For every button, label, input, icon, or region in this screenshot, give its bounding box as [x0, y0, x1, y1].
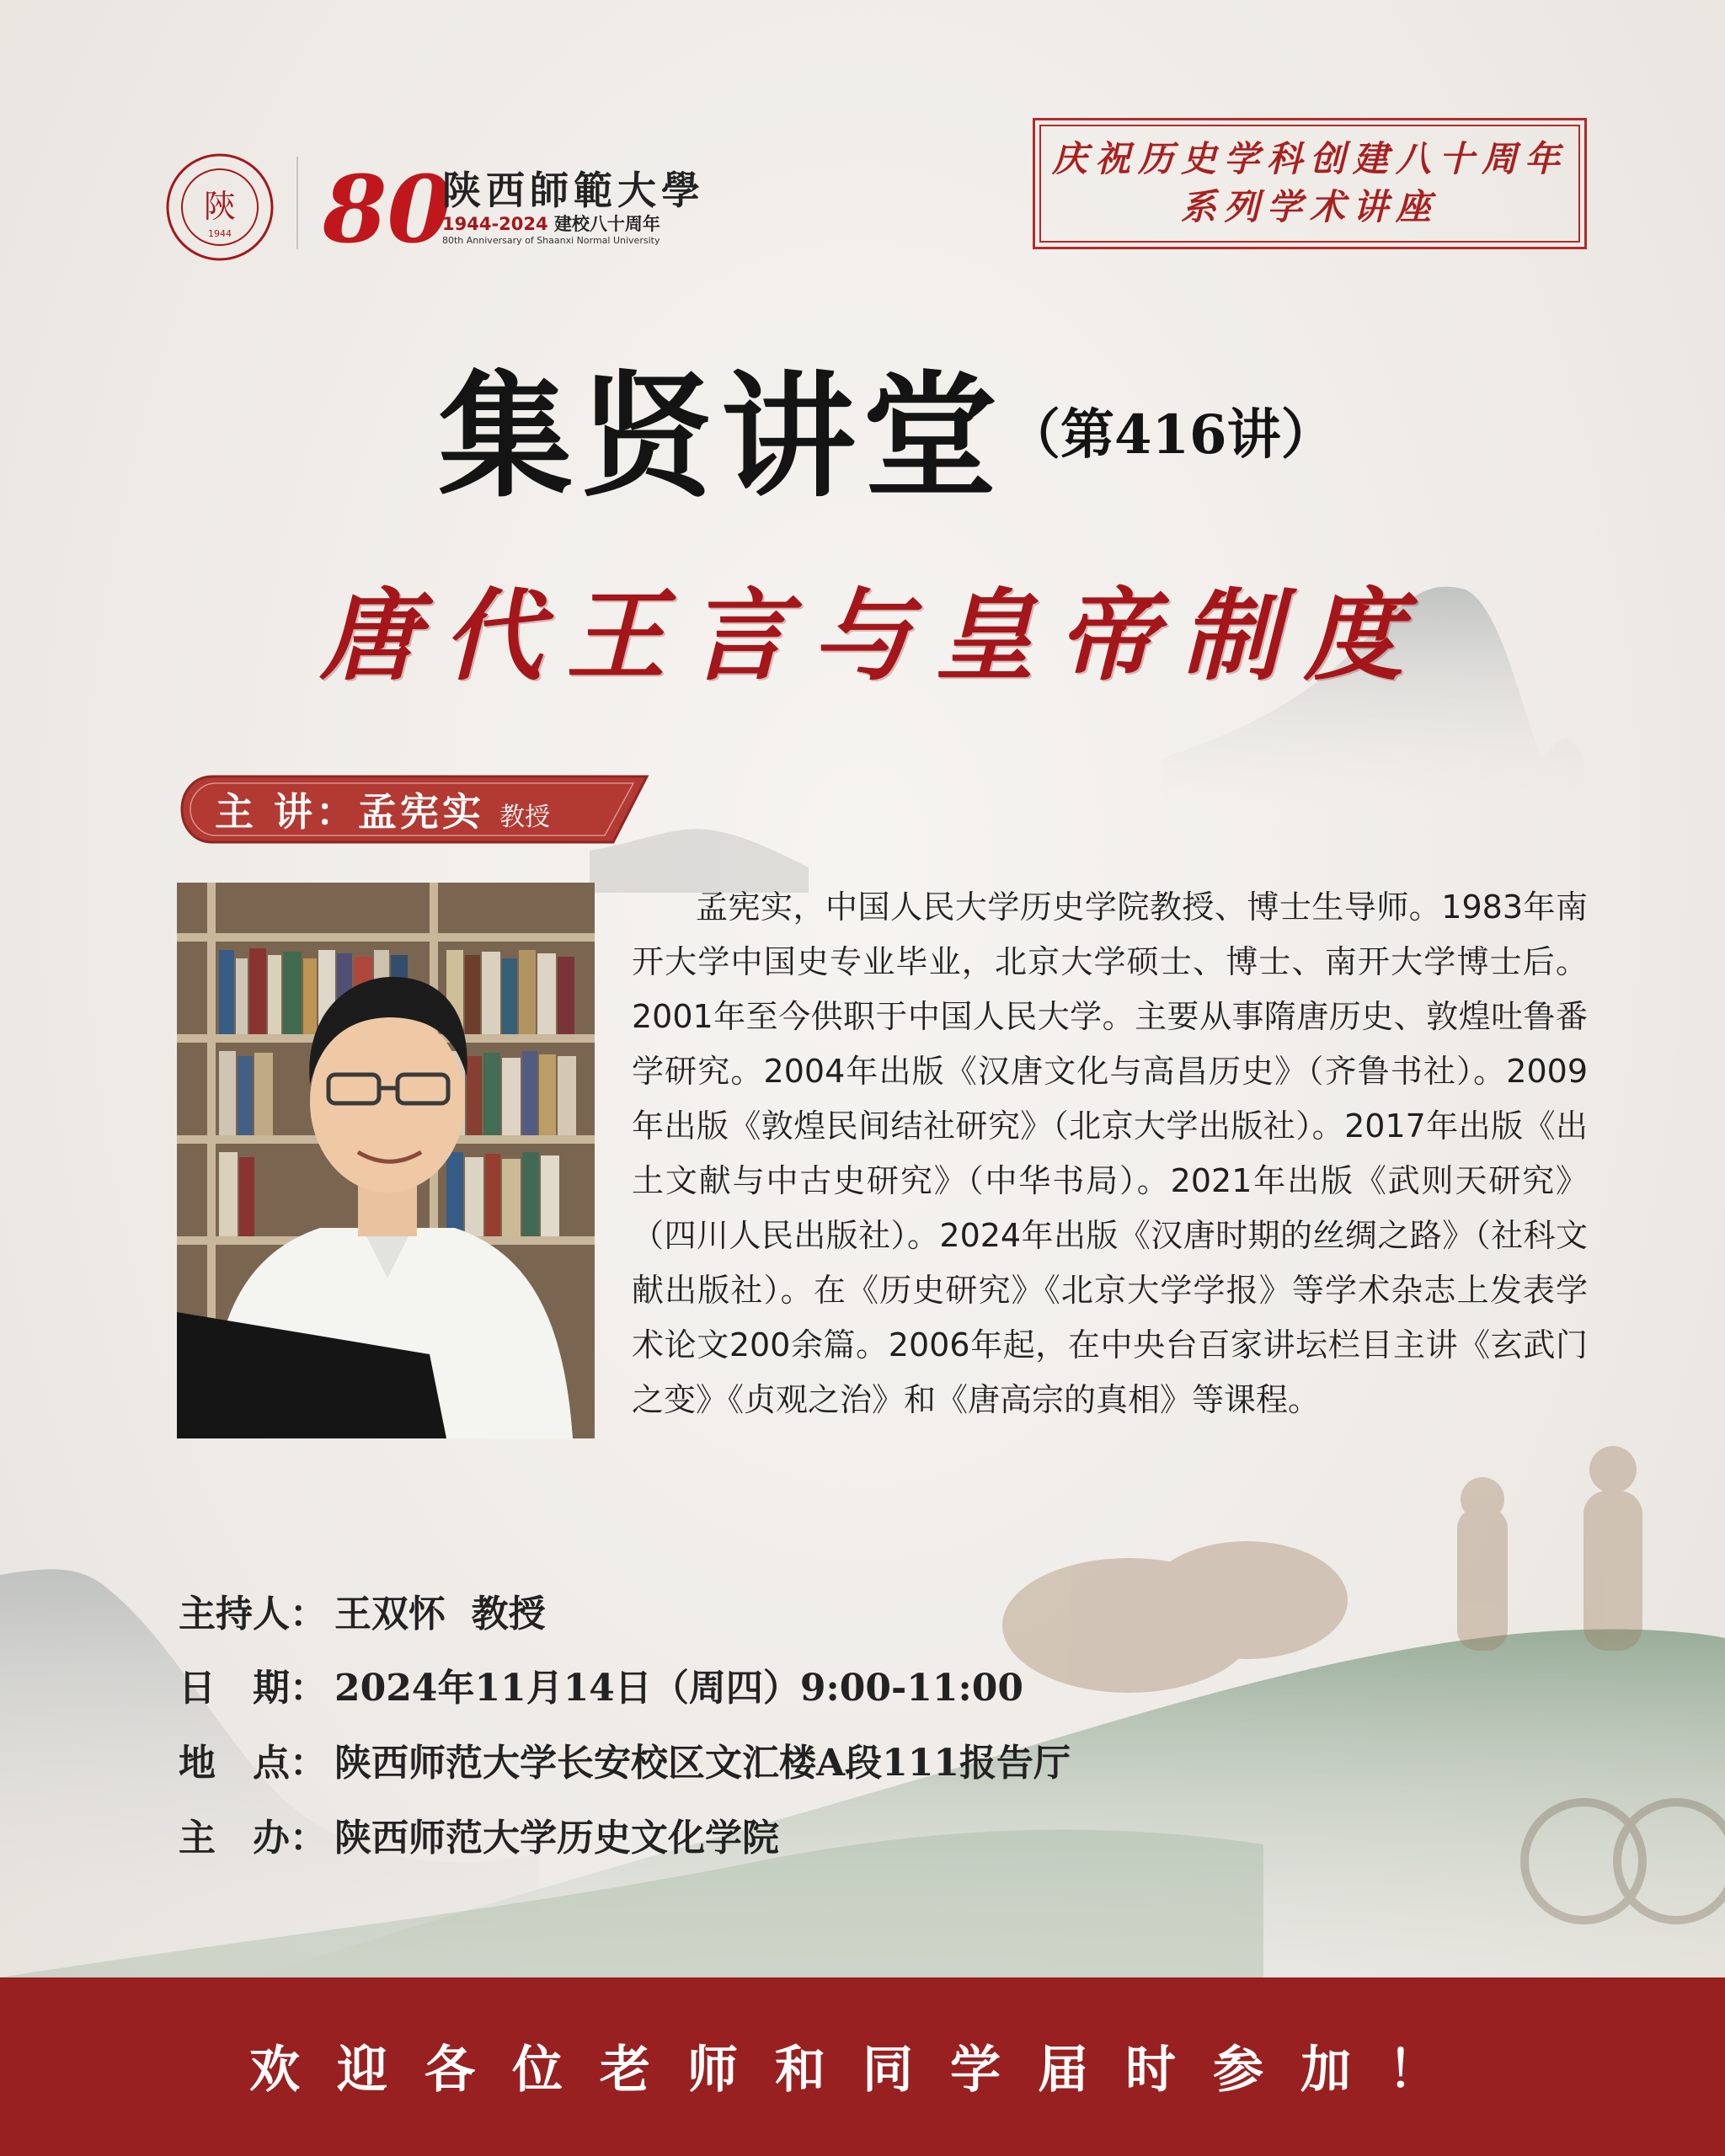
- speaker-title: 教授: [499, 803, 551, 832]
- speaker-photo: [177, 883, 595, 1438]
- anniversary-years: [442, 211, 660, 236]
- host-value: 王双怀 教授: [334, 1593, 546, 1636]
- date-value: 2024年11月14日（周四）9:00-11:00: [334, 1667, 1023, 1710]
- university-name: 陕西師範大學: [442, 168, 705, 213]
- anniversary-en: 80th Anniversary of Shaanxi Normal University: [442, 235, 660, 246]
- venue-line: [179, 1732, 1071, 1786]
- speaker-label: [215, 782, 550, 837]
- series-line-2: 系列学术讲座: [1180, 186, 1439, 227]
- host-label: 主持人：: [179, 1593, 327, 1636]
- series-line-1: 庆祝历史学科创建八十周年: [1051, 138, 1567, 180]
- university-seal-icon: [164, 152, 275, 263]
- series-box: [1033, 118, 1587, 249]
- venue-label: 地 点：: [179, 1742, 327, 1785]
- date-line: [179, 1657, 1023, 1711]
- organizer-value: 陕西师范大学历史文化学院: [334, 1817, 779, 1860]
- footer-text: 欢迎各位老师和同学届时参加！: [249, 2041, 1476, 2100]
- anniversary-mark: 80: [323, 155, 452, 264]
- venue-value: 陕西师范大学长安校区文汇楼A段111报告厅: [334, 1742, 1071, 1785]
- topic-title: 唐代王言与皇帝制度: [320, 577, 1428, 694]
- speaker-bio: 孟宪实，中国人民大学历史学院教授、博士生导师。1983年南开大学中国史专业毕业，北京大学硕士、博士、南开大学博士后。2001年至今供职于中国人民大学。主要从事隋唐历史、敦煌吐鲁番学研究。2004年出版《汉唐文化与高昌历史》（齐鲁书社）。2009年出版《敦煌民间结社研究》（北京大学出版社）。2017年出版《出土文献与中古史研究》（中华书局）。2021年出版《武则天研究》（四川人民出版社）。2024年出版《汉唐时期的丝绸之路》（社科文献出版社）。在《历史研究》《北京大学学报》等学术杂志上发表学术论文200余篇。2006年起，在中央台百家讲坛栏目主讲《玄武门之变》《贞观之治》和《唐高宗的真相》等课程。: [632, 889, 1588, 1418]
- anniversary-cn: 建校八十周年: [553, 214, 660, 234]
- header-divider: [296, 157, 298, 249]
- seal-char: 陝: [203, 188, 237, 225]
- speaker-name: 主 讲：孟宪实: [215, 789, 485, 835]
- anniversary-80-icon: [316, 147, 452, 265]
- host-line: [179, 1583, 546, 1637]
- seal-year: 1944: [208, 228, 232, 239]
- organizer-label: 主 办：: [179, 1817, 327, 1860]
- organizer-line: [179, 1807, 779, 1861]
- years-range: 1944-2024: [442, 214, 548, 234]
- date-label: 日 期：: [179, 1667, 327, 1710]
- main-title: 集贤讲堂: [438, 357, 1005, 515]
- lecture-number: （第416讲）: [1007, 403, 1335, 467]
